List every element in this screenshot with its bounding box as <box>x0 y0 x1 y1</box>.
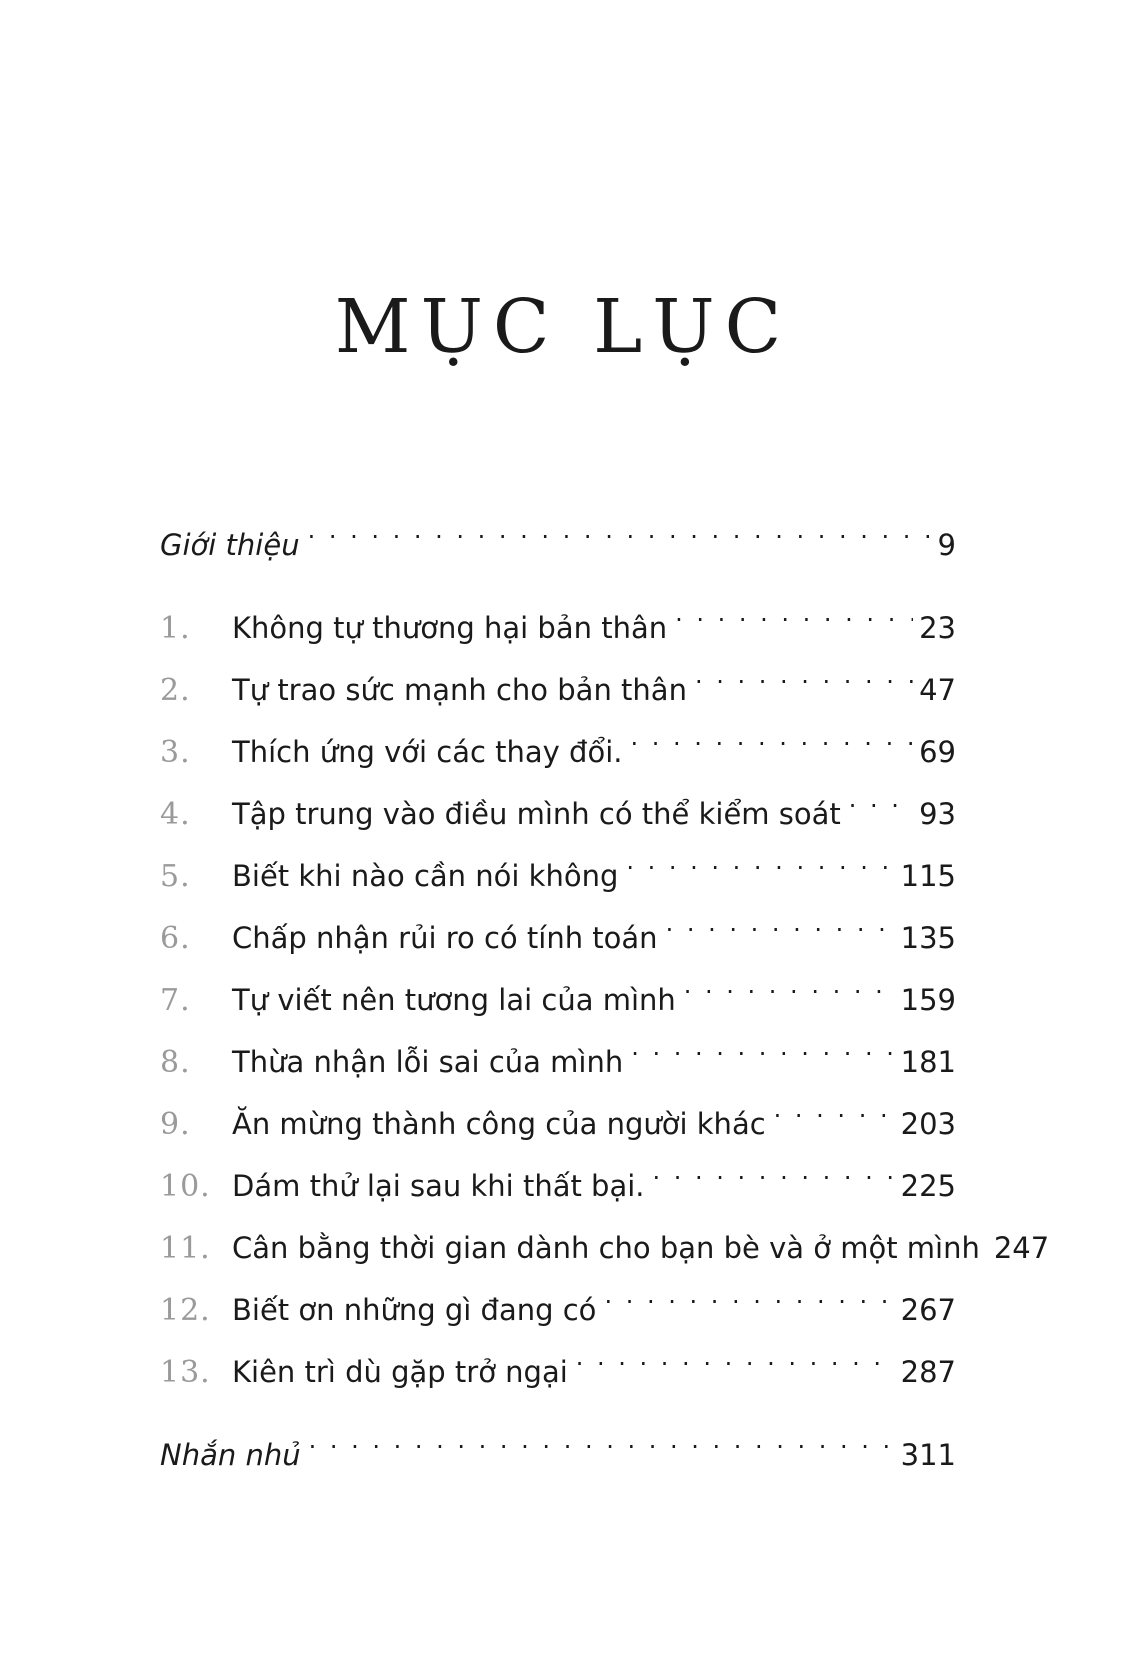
toc-entry-label: Ăn mừng thành công của người khác <box>232 1107 766 1141</box>
toc-entry-page: 225 <box>900 1169 956 1203</box>
toc-entry-page: 23 <box>919 611 956 645</box>
chapter-number: 1. <box>160 611 191 646</box>
dot-leader <box>626 836 894 886</box>
chapter-number: 2. <box>160 673 191 708</box>
toc-entry-chapter-3[interactable] <box>160 712 956 770</box>
dot-leader <box>631 1022 894 1072</box>
dot-leader <box>849 774 913 824</box>
toc-entry-chapter-10[interactable] <box>160 1146 956 1204</box>
chapter-number: 11. <box>160 1231 211 1266</box>
toc-entry-page: 247 <box>993 1231 1050 1265</box>
toc-entry-label: Chấp nhận rủi ro có tính toán <box>232 921 658 955</box>
toc-entry-chapter-2[interactable] <box>160 650 956 708</box>
toc-entry-chapter-4[interactable] <box>160 774 956 832</box>
toc-entry-page: 181 <box>900 1045 956 1079</box>
dot-leader <box>309 1415 895 1465</box>
chapter-number: 8. <box>160 1045 191 1080</box>
toc-entry-label: Tập trung vào điều mình có thể kiểm soát <box>232 797 841 831</box>
toc-entry-chapter-7[interactable] <box>160 960 956 1018</box>
chapter-number: 12. <box>160 1293 211 1328</box>
toc-entry-label: Giới thiệu <box>160 528 300 562</box>
toc-entry-label: Kiên trì dù gặp trở ngại <box>232 1355 568 1389</box>
dot-leader <box>653 1146 895 1196</box>
toc-entry-page: 69 <box>919 735 956 769</box>
toc-entry-label: Nhắn nhủ <box>160 1438 301 1472</box>
dot-leader <box>666 898 895 948</box>
toc-entry-chapter-6[interactable] <box>160 898 956 956</box>
chapter-number: 4. <box>160 797 191 832</box>
toc-entry-label: Cân bằng thời gian dành cho bạn bè và ở một mình <box>232 1231 980 1265</box>
page-title: MỤC LỤC <box>334 284 792 370</box>
toc-entry-chapter-11[interactable] <box>160 1208 1050 1266</box>
toc-entry-label: Biết khi nào cần nói không <box>232 859 619 893</box>
dot-leader <box>675 588 913 638</box>
toc-entry-outro[interactable] <box>160 1415 956 1472</box>
dot-leader <box>604 1270 894 1320</box>
toc-entry-page: 115 <box>900 859 956 893</box>
toc-entry-chapter-1[interactable] <box>160 588 956 646</box>
toc-entry-chapter-5[interactable] <box>160 836 956 894</box>
chapter-number: 13. <box>160 1355 211 1390</box>
toc-entry-intro[interactable] <box>160 505 956 562</box>
dot-leader <box>630 712 913 762</box>
toc-entry-label: Tự viết nên tương lai của mình <box>232 983 676 1017</box>
toc-entry-chapter-8[interactable] <box>160 1022 956 1080</box>
toc-entry-label: Thừa nhận lỗi sai của mình <box>232 1045 624 1079</box>
toc-entry-label: Thích ứng với các thay đổi. <box>232 735 623 769</box>
chapter-number: 9. <box>160 1107 191 1142</box>
toc-entry-page: 203 <box>900 1107 956 1141</box>
dot-leader <box>576 1332 895 1382</box>
dot-leader <box>308 505 932 555</box>
chapter-number: 5. <box>160 859 191 894</box>
toc-entry-label: Tự trao sức mạnh cho bản thân <box>232 673 687 707</box>
toc-entry-chapter-12[interactable] <box>160 1270 956 1328</box>
toc-entry-label: Không tự thương hại bản thân <box>232 611 668 645</box>
chapter-number: 6. <box>160 921 191 956</box>
toc-entry-page: 287 <box>900 1355 956 1389</box>
toc-entry-label: Biết ơn những gì đang có <box>232 1293 597 1327</box>
chapter-number: 7. <box>160 983 191 1018</box>
toc-entry-page: 93 <box>919 797 956 831</box>
toc-entry-page: 311 <box>900 1438 956 1472</box>
toc-entry-page: 47 <box>919 673 956 707</box>
toc-entry-label: Dám thử lại sau khi thất bại. <box>232 1169 645 1203</box>
toc-entry-chapter-9[interactable] <box>160 1084 956 1142</box>
chapter-number: 10. <box>160 1169 211 1204</box>
chapter-number: 3. <box>160 735 191 770</box>
dot-leader <box>695 650 913 700</box>
toc-entry-page: 135 <box>900 921 956 955</box>
dot-leader <box>684 960 895 1010</box>
toc-entry-page: 159 <box>900 983 956 1017</box>
dot-leader <box>774 1084 895 1134</box>
toc-entry-page: 267 <box>900 1293 956 1327</box>
toc-entry-chapter-13[interactable] <box>160 1332 956 1390</box>
toc-entry-page: 9 <box>937 528 956 562</box>
